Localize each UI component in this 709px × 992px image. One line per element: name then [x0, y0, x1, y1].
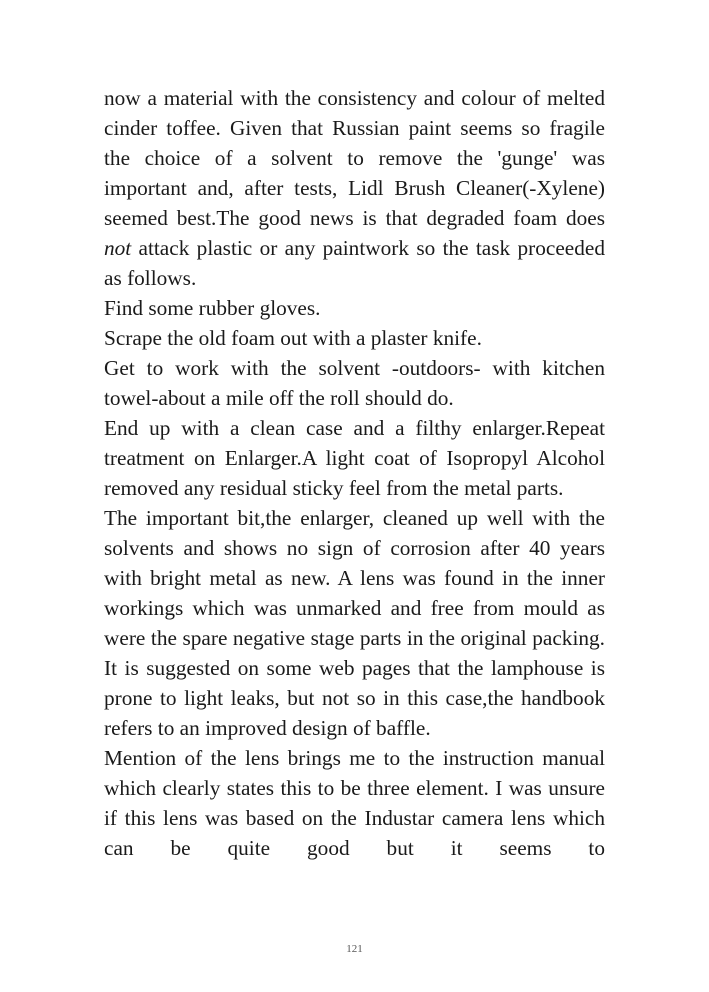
paragraph-enlarger-condition: The important bit,the enlarger, cleaned up well with the solvents and shows no sign of corrosion after 40 years with bright metal as new. A lens was found in the inner workings which was unmarked and free from mould as were the spare negative stage parts in the original packing. It is suggested on some web pages that the lamphouse is prone to light leaks, but not so in this case,the handbook refers to an improved design of baffle.: [104, 506, 605, 740]
page-number: 121: [346, 943, 363, 955]
paragraph-text: attack plastic or any paintwork so the task proceeded as follows.: [104, 236, 605, 290]
paragraph-foam-cleaning: [104, 83, 605, 293]
paragraph-text: now a material with the consistency and colour of melted cinder toffee. Given that Russian paint seems so fragile the choice of a solvent to remove the 'gunge' was important and, after tests, Lidl Brush Cleaner(-Xylene) seemed best.The good news is that degraded foam does: [104, 86, 605, 230]
paragraph-step-solvent: Get to work with the solvent -outdoors- with kitchen towel-about a mile off the roll should do.: [104, 356, 605, 410]
emphasized-word: not: [104, 236, 132, 260]
paragraph-step-clean-case: End up with a clean case and a filthy enlarger.Repeat treatment on Enlarger.A light coat of Isopropyl Alcohol removed any residual sticky feel from the metal parts.: [104, 416, 605, 500]
paragraph-step-gloves: Find some rubber gloves.: [104, 296, 321, 320]
paragraph-step-scrape: Scrape the old foam out with a plaster knife.: [104, 326, 482, 350]
body-text: [104, 83, 605, 863]
paragraph-lens-manual: Mention of the lens brings me to the instruction manual which clearly states this to be three element. I was unsure if this lens was based on the Industar camera lens which can be quite good but it seems to: [104, 746, 605, 860]
